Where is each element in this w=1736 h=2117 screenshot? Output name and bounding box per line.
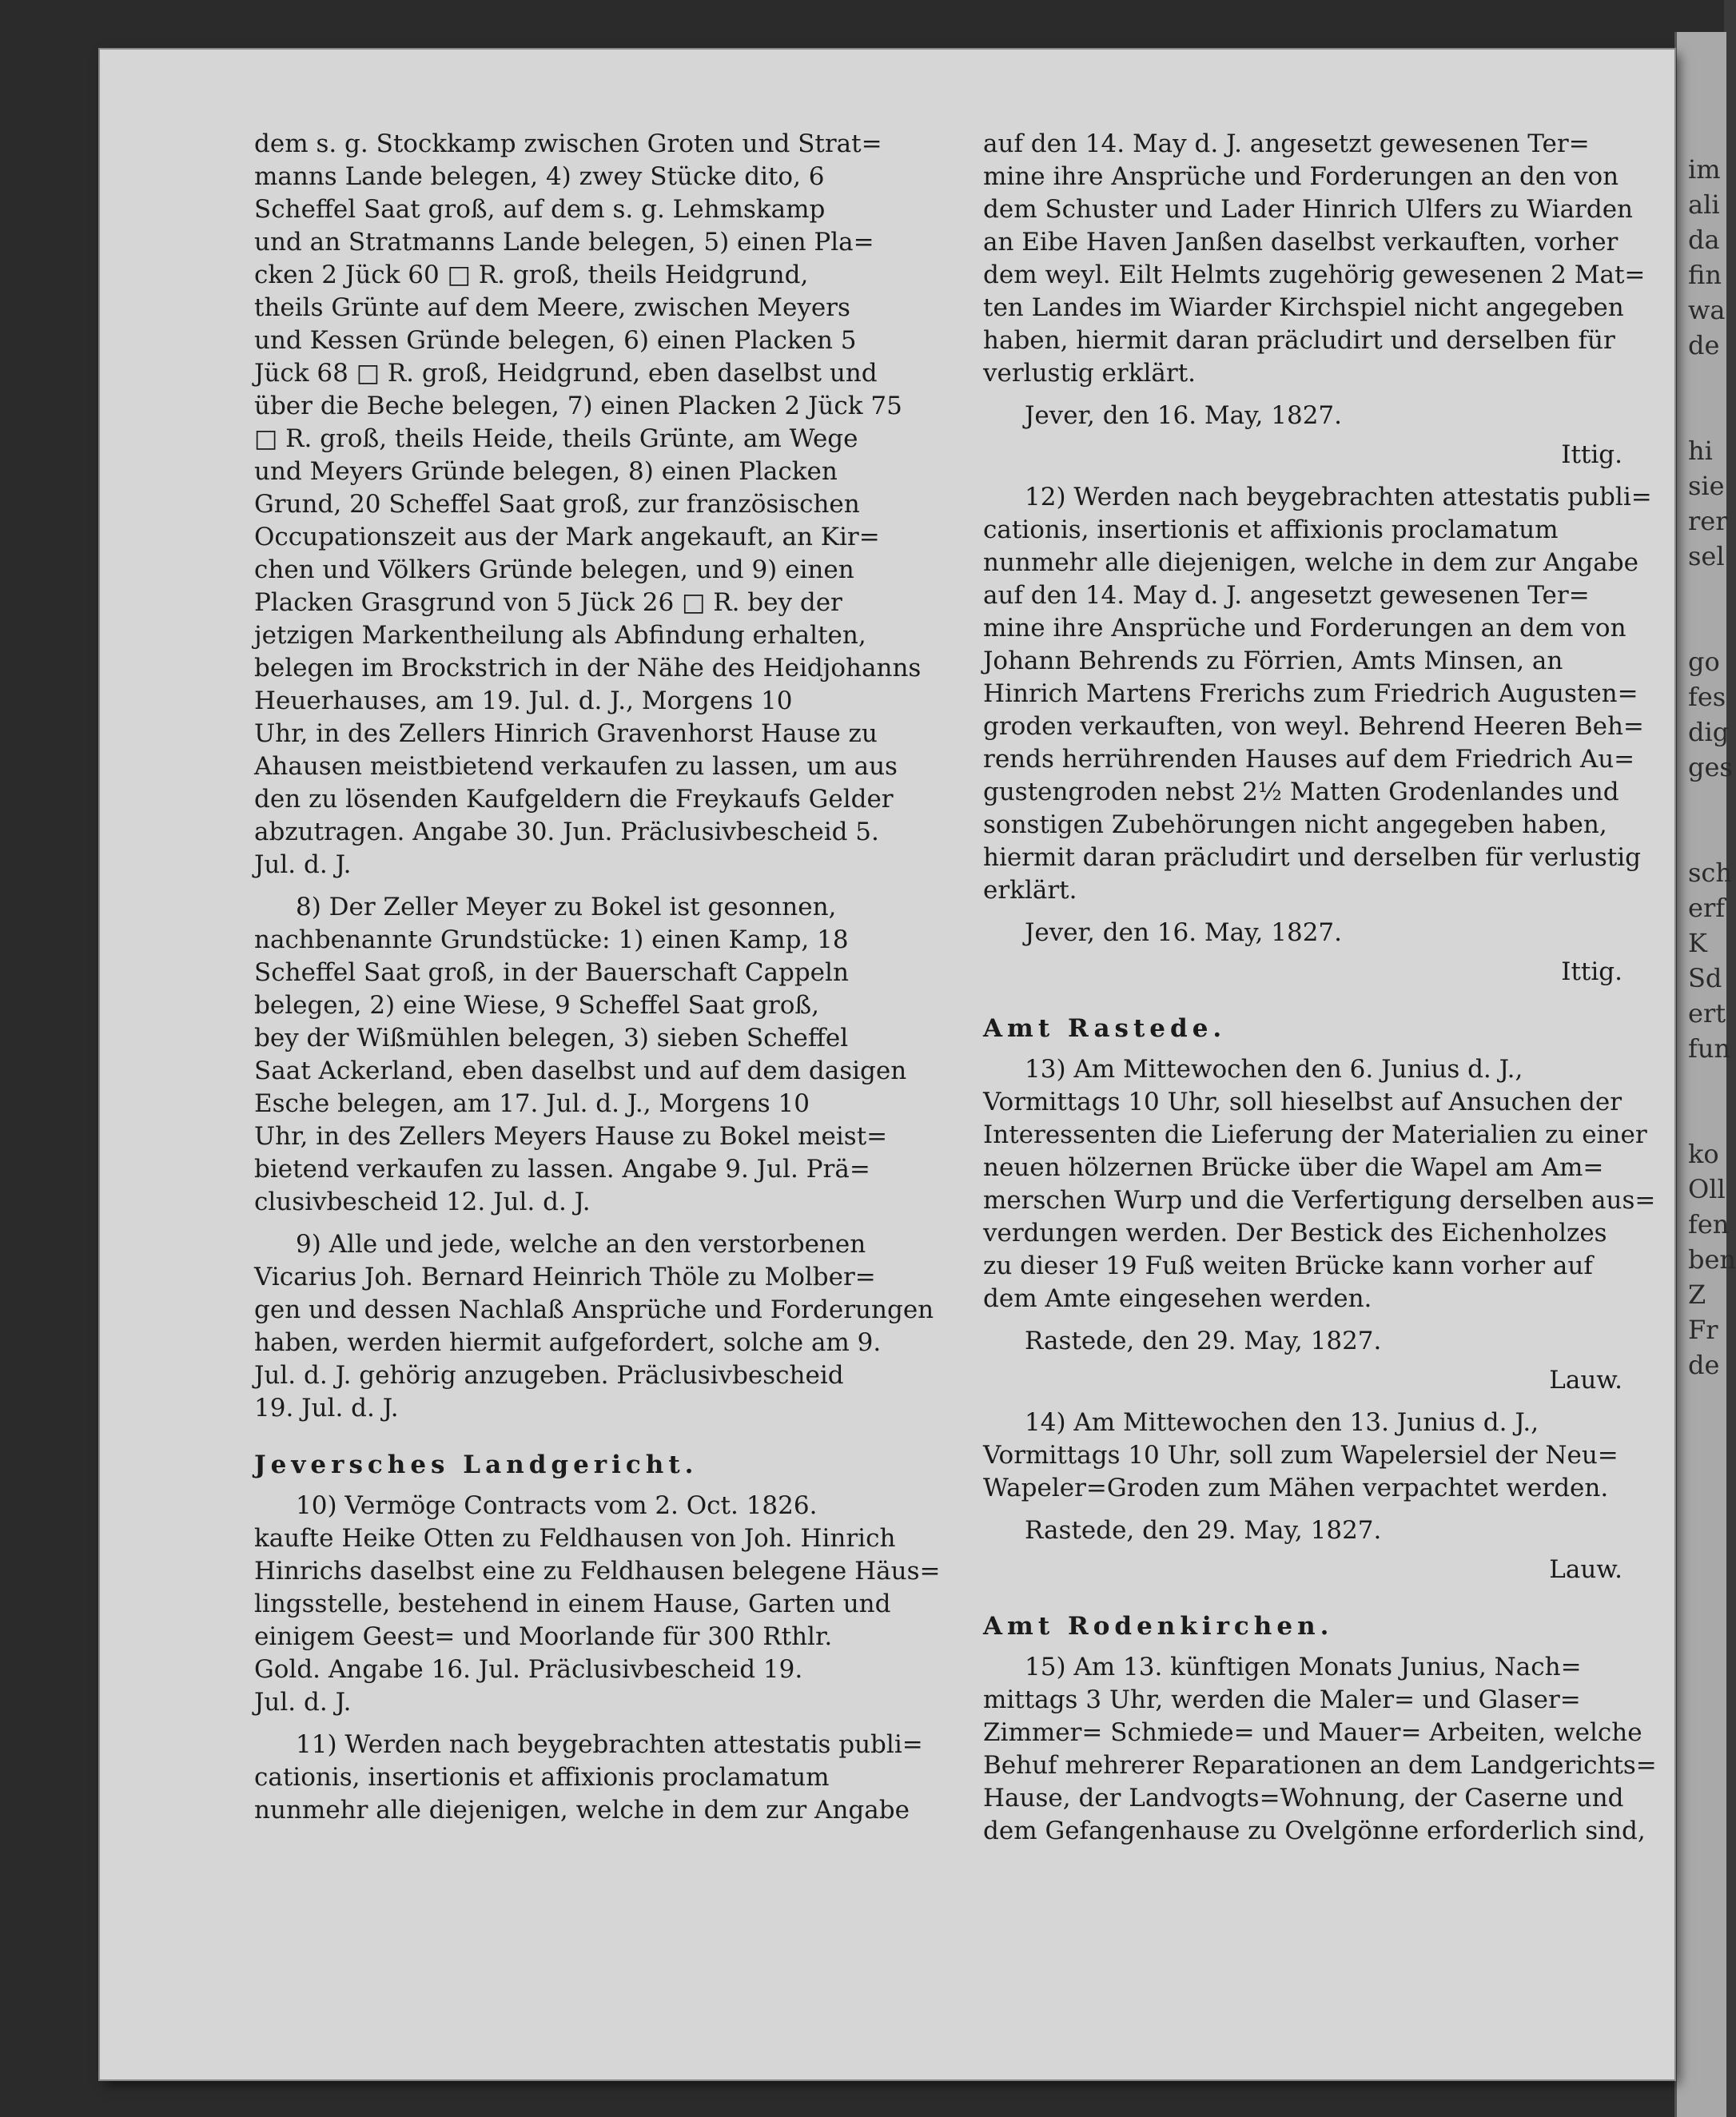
edge-fragment: ges [1688, 752, 1733, 782]
text-line: clusivbescheid 12. Jul. d. J. [254, 1188, 591, 1216]
edge-fragment [1688, 363, 1724, 398]
text-line: Hause, der Landvogts=Wohnung, der Caserne und [983, 1784, 1624, 1813]
notice-9 [254, 1228, 958, 1425]
text-line: Esche belegen, am 17. Jul. d. J., Morgens 10 [254, 1089, 810, 1118]
text-line: belegen, 2) eine Wiese, 9 Scheffel Saat groß, [254, 991, 819, 1020]
text-line: Vormittags 10 Uhr, soll hieselbst auf Ansuchen der [983, 1088, 1623, 1116]
text-line: bietend verkaufen zu lassen. Angabe 9. Jul. Prä= [254, 1155, 870, 1184]
edge-fragment: erf [1688, 893, 1726, 923]
place-date: Rastede, den 29. May, 1827. [1025, 1516, 1382, 1545]
edge-fragment: ben [1688, 1244, 1736, 1275]
text-line: 12) Werden nach beygebrachten attestatis publi= [1025, 483, 1652, 511]
text-line: lingsstelle, bestehend in einem Hause, Garten und [254, 1590, 891, 1618]
text-line: auf den 14. May d. J. angesetzt gewesenen Ter= [983, 581, 1590, 610]
text-line: theils Grünte auf dem Meere, zwischen Meyers [254, 293, 850, 322]
section-heading: Jeversches Landgericht. [254, 1450, 699, 1479]
notice-10 [254, 1490, 958, 1719]
text-line: Jück 68 □ R. groß, Heidgrund, eben daselbst und [254, 359, 878, 388]
text-line: nachbenannte Grundstücke: 1) einen Kamp, 18 [254, 925, 849, 954]
text-line: an Eibe Haven Janßen daselbst verkauften, vorher [983, 228, 1619, 257]
text-line: verdungen werden. Der Bestick des Eichenholzes [983, 1219, 1607, 1248]
edge-fragment: K [1688, 928, 1707, 958]
left-column [254, 128, 958, 1836]
text-line: mine ihre Ansprüche und Forderungen an dem von [983, 614, 1627, 643]
edge-fragment [1688, 1066, 1724, 1101]
notice-7-continuation [254, 128, 958, 881]
text-line: cationis, insertionis et affixionis proclamatum [254, 1763, 830, 1792]
text-line: 14) Am Mittewochen den 13. Junius d. J., [1025, 1408, 1539, 1437]
right-column [983, 128, 1657, 1857]
notice-11-start [254, 1729, 958, 1827]
text-line: 9) Alle und jede, welche an den verstorbenen [296, 1230, 866, 1259]
text-line: dem weyl. Eilt Helmts zugehörig gewesenen 2 Mat= [983, 261, 1646, 289]
edge-fragment: Sd [1688, 963, 1722, 993]
text-line: Johann Behrends zu Förrien, Amts Minsen, an [983, 647, 1563, 675]
text-line: merschen Wurp und die Verfertigung derselben aus= [983, 1186, 1656, 1215]
text-line: auf den 14. May d. J. angesetzt gewesenen Ter= [983, 129, 1590, 158]
text-line: ten Landes im Wiarder Kirchspiel nicht angegeben [983, 293, 1624, 322]
text-line: einigem Geest= und Moorlande für 300 Rthlr. [254, 1622, 833, 1651]
text-line: abzutragen. Angabe 30. Jun. Präclusivbescheid 5. [254, 818, 879, 846]
text-line: Interessenten die Lieferung der Materialien zu einer [983, 1120, 1647, 1149]
edge-fragment: dig [1688, 717, 1730, 747]
text-line: Jul. d. J. gehörig anzugeben. Präclusivbescheid [254, 1361, 844, 1390]
section-heading: Amt Rastede. [983, 1014, 1227, 1043]
signature: Ittig. [1561, 957, 1623, 986]
text-line: Gold. Angabe 16. Jul. Präclusivbescheid 19. [254, 1655, 803, 1684]
edge-fragment: fin [1688, 260, 1722, 290]
text-line: dem Amte eingesehen werden. [983, 1284, 1372, 1313]
edge-fragment: hi [1688, 436, 1713, 466]
text-line: 10) Vermöge Contracts vom 2. Oct. 1826. [296, 1491, 818, 1520]
edge-fragment [1688, 609, 1724, 644]
text-line: gustengroden nebst 2½ Matten Grodenlandes und [983, 778, 1619, 806]
text-line: dem Gefangenhause zu Ovelgönne erforderlich sind, [983, 1817, 1646, 1845]
edge-fragment: sel [1688, 541, 1725, 571]
text-line: □ R. groß, theils Heide, theils Grünte, am Wege [254, 424, 858, 453]
signature: Ittig. [1561, 440, 1623, 469]
edge-fragment: Fr [1688, 1315, 1718, 1345]
text-line: cken 2 Jück 60 □ R. groß, theils Heidgrund, [254, 261, 809, 289]
notice-14 [983, 1407, 1654, 1505]
text-line: Jul. d. J. [254, 1688, 352, 1717]
text-line: kaufte Heike Otten zu Feldhausen von Joh. Hinrich [254, 1524, 896, 1553]
text-line: Hinrichs daselbst eine zu Feldhausen belegene Häus= [254, 1557, 941, 1586]
signature: Lauw. [1549, 1366, 1623, 1395]
text-line: hiermit daran präcludirt und derselben für verlustig [983, 843, 1641, 872]
text-line: Behuf mehrerer Reparationen an dem Landgerichts= [983, 1751, 1657, 1780]
text-line: Vicarius Joh. Bernard Heinrich Thöle zu Molber= [254, 1263, 876, 1291]
notice-11-continuation [983, 128, 1654, 390]
edge-fragment: de [1688, 1350, 1720, 1380]
section-heading: Amt Rodenkirchen. [983, 1612, 1334, 1641]
text-line: bey der Wißmühlen belegen, 3) sieben Scheffel [254, 1024, 849, 1053]
text-line: neuen hölzernen Brücke über die Wapel am Am= [983, 1153, 1604, 1182]
text-line: Occupationszeit aus der Mark angekauft, an Kir= [254, 523, 880, 551]
place-date: Rastede, den 29. May, 1827. [1025, 1327, 1382, 1355]
text-line: und Meyers Gründe belegen, 8) einen Placken [254, 457, 838, 486]
edge-fragment: rer [1688, 506, 1728, 536]
text-line: dem s. g. Stockkamp zwischen Groten und Strat= [254, 129, 882, 158]
place-date: Jever, den 16. May, 1827. [1025, 401, 1342, 430]
text-line: 19. Jul. d. J. [254, 1394, 399, 1423]
text-line: Scheffel Saat groß, auf dem s. g. Lehmskamp [254, 195, 826, 224]
text-line: 13) Am Mittewochen den 6. Junius d. J., [1025, 1055, 1523, 1084]
edge-fragment [1688, 1101, 1724, 1136]
text-line: nunmehr alle diejenigen, welche in dem zur Angabe [254, 1796, 910, 1825]
edge-fragment: go [1688, 647, 1720, 677]
edge-fragment [1688, 574, 1724, 609]
edge-fragment: ert [1688, 998, 1726, 1029]
text-line: rends herrührenden Hauses auf dem Friedrich Au= [983, 745, 1635, 774]
text-line: Uhr, in des Zellers Hinrich Gravenhorst Hause zu [254, 719, 878, 748]
text-line: belegen im Brockstrich in der Nähe des Heidjohanns [254, 654, 922, 682]
place-date: Jever, den 16. May, 1827. [1025, 918, 1342, 947]
text-line: chen und Völkers Gründe belegen, und 9) einen [254, 555, 854, 584]
edge-fragment: da [1688, 225, 1720, 255]
text-line: und Kessen Gründe belegen, 6) einen Placken 5 [254, 326, 857, 355]
text-line: Vormittags 10 Uhr, soll zum Wapelersiel der Neu= [983, 1441, 1619, 1470]
text-line: 11) Werden nach beygebrachten attestatis publi= [296, 1730, 923, 1759]
text-line: haben, werden hiermit aufgefordert, solche am 9. [254, 1328, 882, 1357]
edge-fragment: fes [1688, 682, 1726, 712]
text-line: nunmehr alle diejenigen, welche in dem zur Angabe [983, 548, 1638, 577]
text-line: Zimmer= Schmiede= und Mauer= Arbeiten, welche [983, 1718, 1642, 1747]
text-line: Scheffel Saat groß, in der Bauerschaft Cappeln [254, 958, 849, 987]
edge-fragment: Oll [1688, 1174, 1726, 1204]
text-line: 8) Der Zeller Meyer zu Bokel ist gesonnen, [296, 893, 837, 921]
edge-fragment: ali [1688, 189, 1720, 220]
signature: Lauw. [1549, 1555, 1623, 1584]
edge-fragment: Z [1688, 1279, 1706, 1310]
text-line: den zu lösenden Kaufgeldern die Freykaufs Gelder [254, 785, 894, 814]
edge-fragment: fun [1688, 1033, 1731, 1064]
text-line: Jul. d. J. [254, 850, 352, 879]
notice-12 [983, 481, 1654, 907]
text-line: cationis, insertionis et affixionis proclamatum [983, 515, 1559, 544]
text-line: Grund, 20 Scheffel Saat groß, zur französischen [254, 490, 860, 519]
edge-fragment: sch [1688, 858, 1732, 888]
text-line: über die Beche belegen, 7) einen Placken 2 Jück 75 [254, 392, 902, 420]
text-line: manns Lande belegen, 4) zwey Stücke dito, 6 [254, 162, 825, 191]
text-line: Heuerhauses, am 19. Jul. d. J., Morgens 10 [254, 686, 793, 715]
edge-fragment [1688, 820, 1724, 855]
text-line: sonstigen Zubehörungen nicht angegeben haben, [983, 810, 1607, 839]
edge-fragment [1688, 785, 1724, 820]
next-page-fragments [1688, 152, 1736, 1383]
notice-13 [983, 1053, 1654, 1315]
text-line: Ahausen meistbietend verkaufen zu lassen, um aus [254, 752, 898, 781]
text-line: jetzigen Markentheilung als Abfindung erhalten, [254, 621, 866, 650]
notice-8 [254, 891, 958, 1219]
edge-fragment: fen [1688, 1209, 1730, 1240]
edge-fragment: ko [1688, 1139, 1719, 1169]
text-line: Placken Grasgrund von 5 Jück 26 □ R. bey der [254, 588, 842, 617]
text-line: erklärt. [983, 876, 1077, 905]
text-line: haben, hiermit daran präcludirt und derselben für [983, 326, 1615, 355]
text-line: gen und dessen Nachlaß Ansprüche und Forderungen [254, 1295, 934, 1324]
text-line: Saat Ackerland, eben daselbst und auf dem dasigen [254, 1057, 907, 1085]
text-line: groden verkauften, von weyl. Behrend Heeren Beh= [983, 712, 1644, 741]
text-line: Uhr, in des Zellers Meyers Hause zu Bokel meist= [254, 1122, 888, 1151]
text-line: zu dieser 19 Fuß weiten Brücke kann vorher auf [983, 1251, 1593, 1280]
text-line: dem Schuster und Lader Hinrich Ulfers zu Wiarden [983, 195, 1634, 224]
text-line: Wapeler=Groden zum Mähen verpachtet werden. [983, 1474, 1609, 1502]
edge-fragment: im [1688, 154, 1721, 185]
text-line: und an Stratmanns Lande belegen, 5) einen Pla= [254, 228, 874, 257]
edge-fragment [1688, 398, 1724, 433]
edge-fragment: wa [1688, 295, 1726, 325]
text-line: mittags 3 Uhr, werden die Maler= und Glaser= [983, 1685, 1581, 1714]
text-line: verlustig erklärt. [983, 359, 1196, 388]
notice-15 [983, 1651, 1657, 1848]
edge-fragment: sie [1688, 471, 1725, 501]
text-line: Hinrich Martens Frerichs zum Friedrich Augusten= [983, 679, 1638, 708]
text-line: mine ihre Ansprüche und Forderungen an den von [983, 162, 1619, 191]
text-line: 15) Am 13. künftigen Monats Junius, Nach= [1025, 1653, 1582, 1681]
edge-fragment: de [1688, 330, 1720, 360]
